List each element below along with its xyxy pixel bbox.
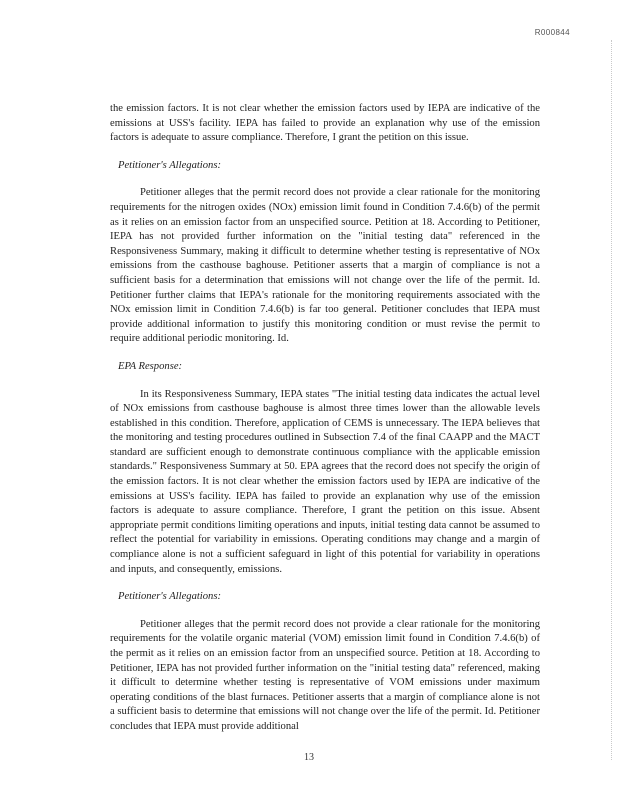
heading-petitioner-allegations-2: Petitioner's Allegations:: [118, 591, 221, 603]
page-number: 13: [304, 752, 314, 763]
document-id: R000844: [534, 28, 570, 37]
paragraph-nox-allegation: Petitioner alleges that the permit record does not provide a clear rationale for the monitoring requirements for the nitrogen oxides (NOx) emission limit found in Condition 7.4.6(b) of the permit as it relies on an emission factor from an unspecified source. Petition at 18. According to Petitioner, IEPA has not provided further information on the "initial testing data" referenced in the Responsiveness Summary, making it difficult to determine whether testing is representative of NOx emissions from the casthouse baghouse. Petitioner asserts that a margin of compliance is not a sufficient basis for a determination that emissions will not change over the life of the permit. Id. Petitioner further claims that IEPA's rationale for the monitoring requirements associated with the NOx emission limit in Condition 7.4.6(b) is far too general. Petitioner concludes that IEPA must provide additional information to justify this monitoring condition or must revise the permit to require additional periodic monitoring. Id.: [110, 187, 540, 345]
scan-edge: [609, 40, 612, 760]
heading-epa-response: EPA Response:: [118, 360, 183, 372]
heading-petitioner-allegations: Petitioner's Allegations:: [118, 159, 221, 171]
paragraph-vom-allegation: Petitioner alleges that the permit record does not provide a clear rationale for the monitoring requirements for the volatile organic material (VOM) emission limit found in Condition 7.4.6(b) of the permit as it relies on an emission factor from an unspecified source. Petition at 18. According to Petitioner, IEPA has not provided further information on the "initial testing data" referenced, making it difficult to determine whether testing is representative of VOM emissions under maximum operating conditions of the blast furnaces. Petitioner asserts that a margin of compliance alone is not a sufficient basis to determine that emissions will not change over the life of the permit. Id. Petitioner concludes that IEPA must provide additional: [110, 618, 540, 732]
paragraph-continuation: the emission factors. It is not clear whether the emission factors used by IEPA are indicative of the emissions at USS's facility. IEPA has failed to provide an explanation why use of the emission factors is adequate to assure compliance. Therefore, I grant the petition on this issue.: [110, 103, 540, 144]
paragraph-epa-response: In its Responsiveness Summary, IEPA states "The initial testing data indicates the actual level of NOx emissions from casthouse baghouse is almost three times lower than the allowable levels established in this condition. Therefore, application of CEMS is unnecessary. The IEPA believes that the monitoring and testing procedures outlined in Subsection 7.4 of the final CAAPP and the MACT standard are sufficient enough to demonstrate continuous compliance with the applicable emission standards." Responsiveness Summary at 50. EPA agrees that the record does not specify the origin of the emission factors. It is not clear whether the emission factors used by IEPA are indicative of the emissions at USS's facility. IEPA has failed to provide an explanation why use of the emission factors is adequate to assure compliance. Therefore, I grant the petition on this issue. Absent appropriate permit conditions limiting operations and inputs, initial testing data cannot be assumed to reflect the potential for variability in emissions. Operating conditions may change and a margin of compliance alone is not a sufficient safeguard in light of this potential for variability in operations and inputs, and consequently, emissions.: [110, 388, 540, 575]
document-body: [110, 102, 540, 748]
